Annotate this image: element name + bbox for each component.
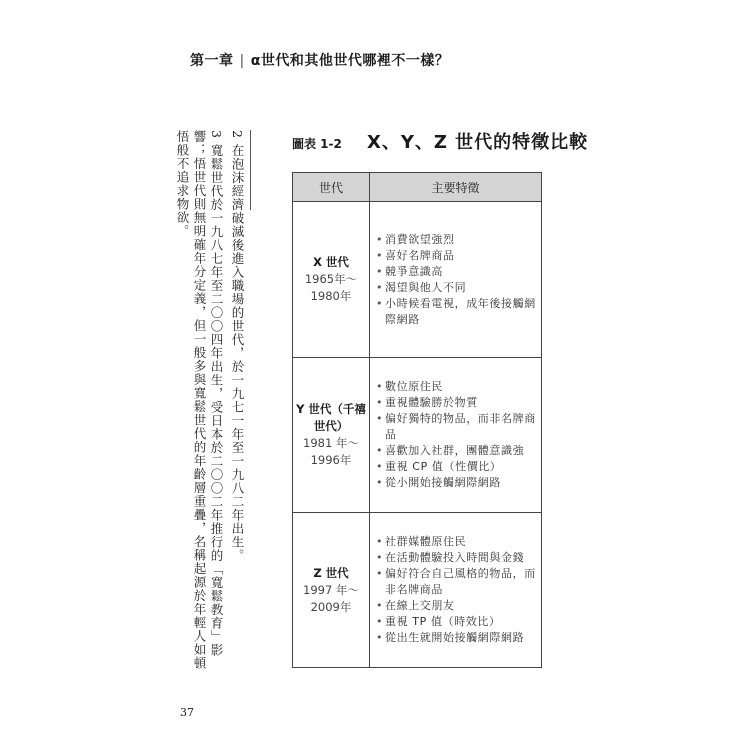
chapter-label: 第一章 bbox=[190, 53, 234, 69]
feature-list bbox=[376, 232, 537, 328]
list-item: • 偏好符合自己風格的物品，而非名牌商品 bbox=[376, 566, 537, 598]
figure-label: 圖表 1-2 bbox=[292, 137, 342, 151]
generation-years: 1965年～1980年 bbox=[304, 272, 358, 303]
generation-cell bbox=[293, 202, 370, 358]
list-item: • 從小開始接觸網際網路 bbox=[376, 475, 537, 491]
page-number: 37 bbox=[180, 706, 194, 719]
list-item: • 在線上交朋友 bbox=[376, 598, 537, 614]
list-item: • 從出生就開始接觸網際網路 bbox=[376, 630, 537, 646]
feature-list bbox=[376, 534, 537, 646]
generation-name: X 世代 bbox=[313, 255, 349, 269]
table-row-y bbox=[293, 358, 542, 513]
generation-comparison-table bbox=[292, 172, 542, 668]
table-row-x bbox=[293, 202, 542, 358]
features-cell bbox=[370, 513, 542, 668]
generation-name: Z 世代 bbox=[313, 565, 349, 580]
footnote-number: 2 bbox=[230, 130, 245, 139]
footnote-divider bbox=[250, 130, 251, 210]
generation-cell bbox=[293, 358, 370, 513]
features-cell bbox=[370, 202, 542, 358]
footnote-text: 寬鬆世代於一九八七年至二〇〇四年出生，受日本於二〇〇二年推行的「寬鬆教育」影響；悟世代則無明確年分定義，但一般多與寬鬆世代的年齡層重疊，名稱起源於年輕人如頓悟般不追求物欲。 bbox=[175, 130, 224, 670]
list-item: • 重視 TP 值（時效比） bbox=[376, 614, 537, 630]
list-item: • 數位原住民 bbox=[376, 379, 537, 395]
column-header-features: 主要特徵 bbox=[370, 173, 542, 202]
footnote-text: 在泡沫經濟破滅後進入職場的世代，於一九七一年至一九八二年出生。 bbox=[230, 143, 245, 563]
features-cell bbox=[370, 358, 542, 513]
list-item: • 在活動體驗投入時間與金錢 bbox=[376, 550, 537, 566]
feature-list bbox=[376, 379, 537, 491]
header-separator: | bbox=[239, 53, 245, 69]
table-header-row bbox=[293, 173, 542, 202]
list-item: • 渴望與他人不同 bbox=[376, 280, 537, 296]
list-item: • 消費欲望強烈 bbox=[376, 232, 537, 248]
list-item: • 社群媒體原住民 bbox=[376, 534, 537, 550]
footnotes bbox=[175, 130, 246, 670]
figure-heading: X、Y、Z 世代的特徵比較 bbox=[366, 132, 589, 153]
list-item: • 重視體驗勝於物質 bbox=[376, 395, 537, 411]
footnote-2 bbox=[229, 130, 246, 670]
list-item: • 小時候看電視，成年後接觸網際網路 bbox=[376, 296, 537, 328]
list-item: • 喜好名牌商品 bbox=[376, 248, 537, 264]
generation-years: 1997 年～2009年 bbox=[303, 582, 359, 614]
list-item: • 重視 CP 值（性價比） bbox=[376, 459, 537, 475]
figure-title bbox=[292, 128, 588, 154]
generation-years: 1981 年～1996年 bbox=[303, 436, 359, 467]
generation-name: Y 世代（千禧世代） bbox=[296, 402, 366, 433]
table-row-z bbox=[293, 513, 542, 668]
list-item: • 喜歡加入社群，團體意識強 bbox=[376, 443, 537, 459]
chapter-header bbox=[190, 50, 449, 70]
list-item: • 競爭意識高 bbox=[376, 264, 537, 280]
generation-cell bbox=[293, 513, 370, 668]
footnote-3 bbox=[174, 130, 225, 670]
list-item: • 偏好獨特的物品，而非名牌商品 bbox=[376, 411, 537, 443]
column-header-generation: 世代 bbox=[293, 173, 370, 202]
footnote-number: 3 bbox=[209, 130, 224, 139]
chapter-title: α世代和其他世代哪裡不一樣？ bbox=[250, 53, 450, 69]
